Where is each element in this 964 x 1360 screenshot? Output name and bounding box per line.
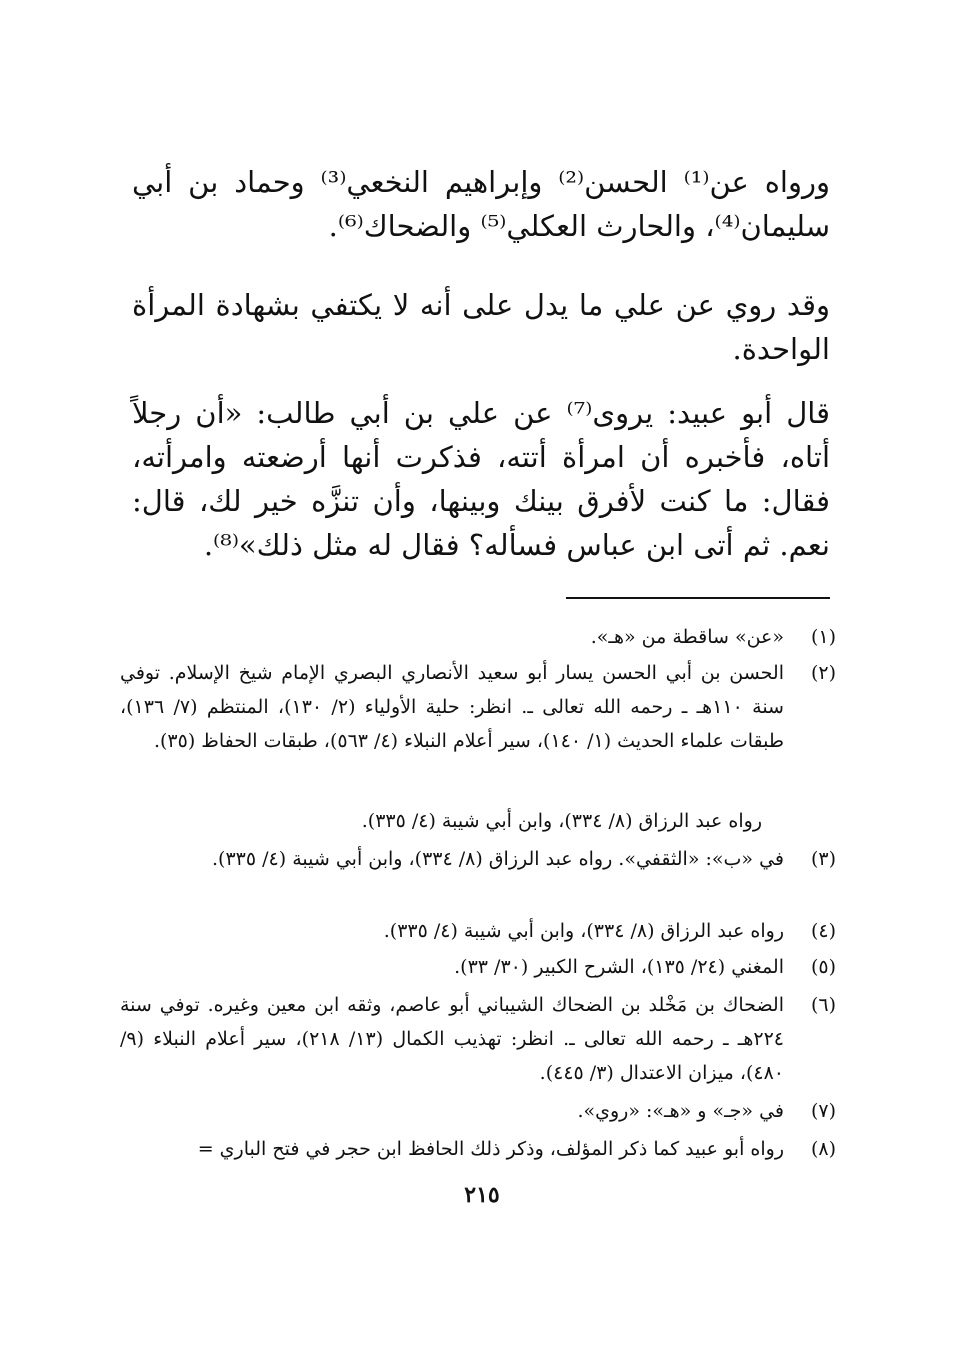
footnote-5: [120, 950, 836, 984]
footnote-1: [120, 620, 836, 654]
footnote-number: (٤): [810, 920, 836, 942]
footnote-6: [120, 988, 836, 1090]
footnote-text: «عن» ساقطة من «هـ».: [590, 626, 784, 648]
footnote-separator: [566, 597, 830, 599]
footnote-2: [120, 656, 836, 758]
footnote-number: (٥): [810, 956, 836, 978]
footnote-number: (٢): [810, 662, 836, 684]
footnote-7: [120, 1094, 836, 1128]
footnote-number: (٨): [810, 1138, 836, 1160]
footnote-text: الحسن بن أبي الحسن يسار أبو سعيد الأنصاري البصري الإمام شيخ الإسلام. توفي سنة ١١٠هـ ـ رحمه الله تعالى ـ. انظر: حلية الأولياء (٢/ ١٣٠)، المنتظم (٧/ ١٣٦)، طبقات علماء الحديث (١/ ١٤٠)، سير أعلام النبلاء (٤/ ٥٦٣)، طبقات الحفاظ (٣٥).: [120, 662, 784, 752]
body-paragraph-1: ورواه عن⁽¹⁾ الحسن⁽²⁾ وإبراهيم النخعي⁽³⁾ وحماد بن أبي سليمان⁽⁴⁾، والحارث العكلي⁽⁵⁾ والضحاك⁽⁶⁾.: [132, 165, 831, 243]
footnote-number: (٦): [810, 994, 836, 1016]
body-paragraph-2: وقد روي عن علي ما يدل على أنه لا يكتفي بشهادة المرأة الواحدة.: [132, 288, 830, 366]
footnote-number: (١): [810, 626, 836, 648]
footnote-4: [120, 914, 836, 948]
footnote-text: رواه أبو عبيد كما ذكر المؤلف، وذكر ذلك الحافظ ابن حجر في فتح الباري =: [197, 1138, 784, 1160]
footnote-2-continuation: رواه عبد الرزاق (٨/ ٣٣٤)، وابن أبي شيبة (٤/ ٣٣٥).: [361, 810, 762, 832]
footnote-text: في «جـ» و «هـ»: «روي».: [577, 1100, 784, 1122]
footnote-number: (٧): [810, 1100, 836, 1122]
page-number: ٢١٥: [464, 1182, 500, 1208]
body-paragraph-3: قال أبو عبيد: يروى⁽⁷⁾ عن علي بن أبي طالب: «أن رجلاً أتاه، فأخبره أن امرأة أتته، فذكرت أنها أرضعته وامرأته، فقال: ما كنت لأفرق بينك وبينها، وأن تنزَّه خير لك، قال: نعم. ثم أتى ابن عباس فسأله؟ فقال له مثل ذلك»⁽⁸⁾.: [132, 396, 830, 562]
footnote-number: (٣): [810, 848, 836, 870]
footnote-text: الضحاك بن مَخْلد بن الضحاك الشيباني أبو عاصم، وثقه ابن معين وغيره. توفي سنة ٢٢٤هـ ـ رحمه الله تعالى ـ. انظر: تهذيب الكمال (١٣/ ٢١٨)، سير أعلام النبلاء (٩/ ٤٨٠)، ميزان الاعتدال (٣/ ٤٤٥).: [120, 994, 784, 1084]
footnote-text: المغني (٢٤/ ١٣٥)، الشرح الكبير (٣٠/ ٣٣).: [454, 956, 784, 978]
footnote-text: رواه عبد الرزاق (٨/ ٣٣٤)، وابن أبي شيبة (٤/ ٣٣٥).: [383, 920, 784, 942]
footnote-text: في «ب»: «الثقفي». رواه عبد الرزاق (٨/ ٣٣٤)، وابن أبي شيبة (٤/ ٣٣٥).: [212, 848, 784, 870]
footnote-3: [120, 842, 836, 876]
footnote-8: [120, 1132, 836, 1166]
